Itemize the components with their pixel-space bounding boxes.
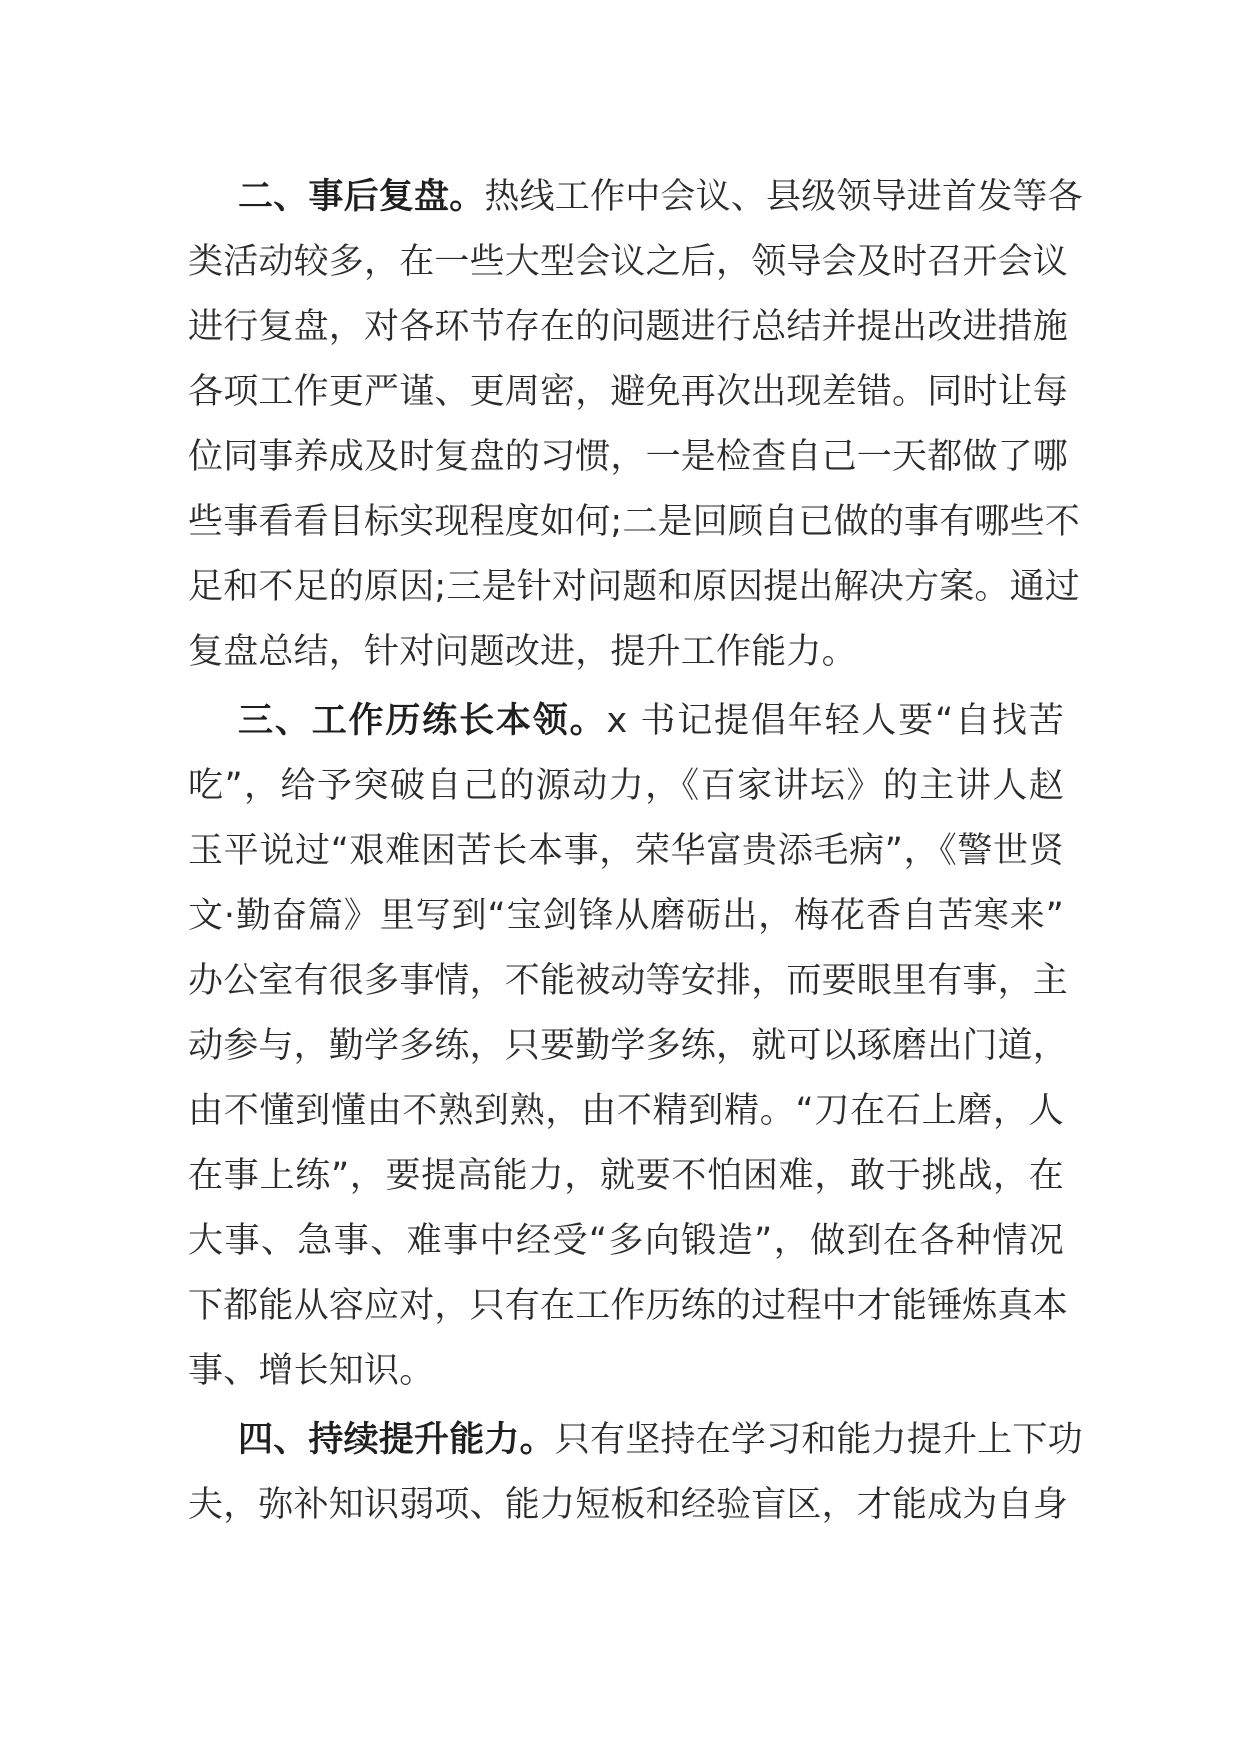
paragraph-first-line [188, 165, 1083, 230]
section-heading: 三、工作历练长本领。 [238, 701, 607, 741]
text-line: 由不懂到懂由不熟到熟，由不精到精。“刀在石上磨，人 [188, 1091, 1064, 1131]
text-line: 玉平说过“艰难困苦长本事，荣华富贵添毛病”，《警世贤 [188, 831, 1064, 871]
text-line: 进行复盘，对各环节存在的问题进行总结并提出改进措施 [188, 307, 1069, 347]
text-line: 吃”，给予突破自己的源动力，《百家讲坛》的主讲人赵 [188, 766, 1064, 806]
line-text: x 书记提倡年轻人要“自找苦 [606, 701, 1064, 741]
text-line: 夫，弥补知识弱项、能力短板和经验盲区，才能成为自身 [188, 1485, 1069, 1525]
line-text: 只有坚持在学习和能力提升上下功 [554, 1420, 1083, 1460]
paragraph-review [188, 165, 1083, 685]
section-heading: 二、事后复盘。 [238, 177, 485, 217]
text-line: 在事上练”，要提高能力，就要不怕困难，敢于挑战，在 [188, 1156, 1064, 1196]
text-line: 下都能从容应对，只有在工作历练的过程中才能锤炼真本 [188, 1286, 1069, 1326]
text-line: 大事、急事、难事中经受“多向锻造”，做到在各种情况 [188, 1221, 1064, 1261]
text-line: 各项工作更严谨、更周密，避免再次出现差错。同时让每 [188, 372, 1069, 412]
line-text: 热线工作中会议、县级领导进首发等各 [484, 177, 1083, 217]
text-line: 些事看看目标实现程度如何;二是回顾自已做的事有哪些不 [188, 502, 1080, 542]
text-line: 文·勤奋篇》里写到“宝剑锋从磨砺出，梅花香自苦寒来” [188, 896, 1064, 936]
paragraph-first-line [188, 689, 1064, 754]
paragraph-improve [188, 1408, 1083, 1538]
text-line: 复盘总结，针对问题改进，提升工作能力。 [188, 632, 857, 672]
text-line: 办公室有很多事情，不能被动等安排，而要眼里有事，主 [188, 961, 1069, 1001]
text-line: 位同事养成及时复盘的习惯，一是检查自己一天都做了哪 [188, 437, 1069, 477]
text-line: 事、增长知识。 [188, 1351, 435, 1391]
section-heading: 四、持续提升能力。 [238, 1420, 555, 1460]
text-line: 足和不足的原因;三是针对问题和原因提出解决方案。通过 [188, 567, 1080, 607]
text-line: 类活动较多，在一些大型会议之后，领导会及时召开会议 [188, 242, 1069, 282]
paragraph-first-line [188, 1408, 1083, 1473]
text-line: 动参与，勤学多练，只要勤学多练，就可以琢磨出门道， [188, 1026, 1069, 1066]
paragraph-training [188, 689, 1069, 1404]
document-body [188, 165, 1083, 1542]
